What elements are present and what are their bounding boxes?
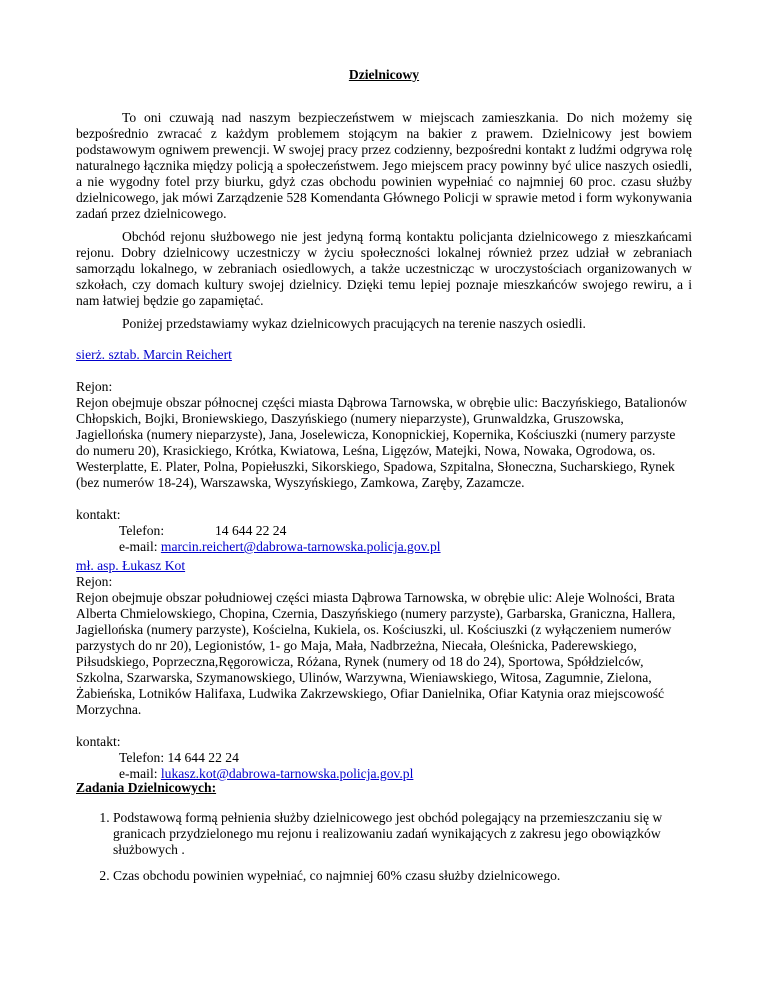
intro-paragraph-1: To oni czuwają nad naszym bezpieczeństwem w miejscach zamieszkania. Do nich możemy się bezpośrednio zwracać z każdym problemem stojącym na bakier z prawem. Dzielnicowy jest bowiem podstawowym ogniwem prewencji. W swojej pracy przez codzienny, bezpośredni kontakt z ludźmi odgrywa rolę naturalnego łącznika między policją a społeczeństwem. Jego miejscem pracy powinny być ulice naszych osiedli, a nie wygodny fotel przy biurku, gdyż czas obchodu powinien wypełniać co najmniej 60 proc. czasu służby dzielnicowego, jak mówi Zarządzenie 528 Komendanta Głównego Policji w sprawie metod i form wykonywania zadań przez dzielnicowego. [76, 110, 692, 221]
contact-block [76, 523, 692, 555]
rejon-label: Rejon: [76, 379, 113, 394]
rejon-text: Rejon obejmuje obszar północnej części miasta Dąbrowa Tarnowska, w obrębie ulic: Baczyńskiego, Batalionów Chłopskich, Bojki, Broniewskiego, Daszyńskiego (numery nieparzyste), Grunwaldzka, Gruszowska, Jagiellońska (numery nieparzyste), Jana, Joselewicza, Konopnickiej, Kopernika, Kościuszki (numery parzyste do numeru 20), Krasickiego, Krótka, Kwiatowa, Leśna, Ligęzów, Matejki, Nowa, Nowaka, Ogrodowa, os. Westerplatte, E. Plater, Polna, Popiełuszki, Sikorskiego, Spadowa, Szpitalna, Słoneczna, Sucharskiego, Rynek (bez numerów 18-24), Warszawska, Wyszyńskiego, Zamkowa, Zaręby, Zazamcze. [76, 395, 688, 490]
email-link[interactable]: marcin.reichert@dabrowa-tarnowska.policja.gov.pl [160, 539, 441, 554]
tasks-list [76, 810, 692, 884]
list-item: 2. Czas obchodu powinien wypełniać, co najmniej 60% czasu służby dzielnicowego. [113, 868, 692, 884]
tasks-section [76, 780, 692, 894]
rejon-text: Rejon obejmuje obszar południowej części miasta Dąbrowa Tarnowska, w obrębie ulic: Aleje Wolności, Brata Alberta Chmielowskiego, Chopina, Czernia, Daszyńskiego (numery parzyste), Garbarska, Graniczna, Hallera, Jagiellońska (numery parzyste), Kościelna, Kukiela, os. Kościuszki, ul. Kościuszki (z wyłączeniem numerów parzystych do nr 20), Legionistów, 1- go Maja, Mała, Nadbrzeżna, Niecała, Oleśnicka, Paderewskiego, Piłsudskiego, Poprzeczna,Ręgorowicza, Różana, Rynek (numery od 18 do 24), Sportowa, Spółdzielców, Szkolna, Szarwarska, Szymanowskiego, Ulinów, Warzywna, Wieniawskiego, Witosa, Zagumnie, Zielona, Żabieńska, Lotników Halifaxa, Ludwika Zakrzewskiego, Ofiar Danielnika, Ofiar Katynia oraz miejscowość Morzychna. [76, 590, 676, 717]
phone-line: Telefon: 14 644 22 24 [119, 750, 239, 765]
intro-paragraph-3: Poniżej przedstawiamy wykaz dzielnicowych pracujących na terenie naszych osiedli. [122, 316, 586, 331]
kontakt-label: kontakt: [76, 734, 121, 749]
officer-name-link[interactable]: mł. asp. Łukasz Kot [76, 558, 186, 573]
contact-block [76, 750, 692, 782]
phone-number: 14 644 22 24 [215, 523, 287, 538]
kontakt-label: kontakt: [76, 507, 121, 522]
officer-reichert-section [76, 347, 692, 555]
intro-paragraph-2: Obchód rejonu służbowego nie jest jedyną formą kontaktu policjanta dzielnicowego z mieszkańcami rejonu. Dobry dzielnicowy uczestniczy w życiu społeczności lokalnej również przez udział w zebraniach samorządu lokalnego, w zebraniach osiedlowych, a także uczestnicząc w uroczystościach organizowanych w szkołach, czy domach kultury swojej dzielnicy. Dzięki temu lepiej poznaje mieszkańców swojego rewiru, a i nam łatwiej będzie go zapamiętać. [76, 229, 692, 308]
email-label: e-mail: [119, 539, 158, 554]
rejon-label: Rejon: [76, 574, 113, 589]
email-link[interactable]: lukasz.kot@dabrowa-tarnowska.policja.gov.pl [160, 766, 414, 781]
intro-section [76, 110, 692, 339]
officer-kot-section [76, 558, 692, 782]
list-item: 1. Podstawową formą pełnienia służby dzielnicowego jest obchód polegający na przemieszczaniu się w granicach przydzielonego mu rejonu i realizowaniu zadań wynikających z zakresu jego obowiązków służbowych . [113, 810, 692, 858]
phone-label: Telefon: [119, 523, 165, 538]
officer-name-link[interactable]: sierż. sztab. Marcin Reichert [76, 347, 232, 362]
email-label: e-mail: [119, 766, 158, 781]
page-title: Dzielnicowy [348, 67, 420, 82]
tasks-heading: Zadania Dzielnicowych: [76, 780, 217, 795]
